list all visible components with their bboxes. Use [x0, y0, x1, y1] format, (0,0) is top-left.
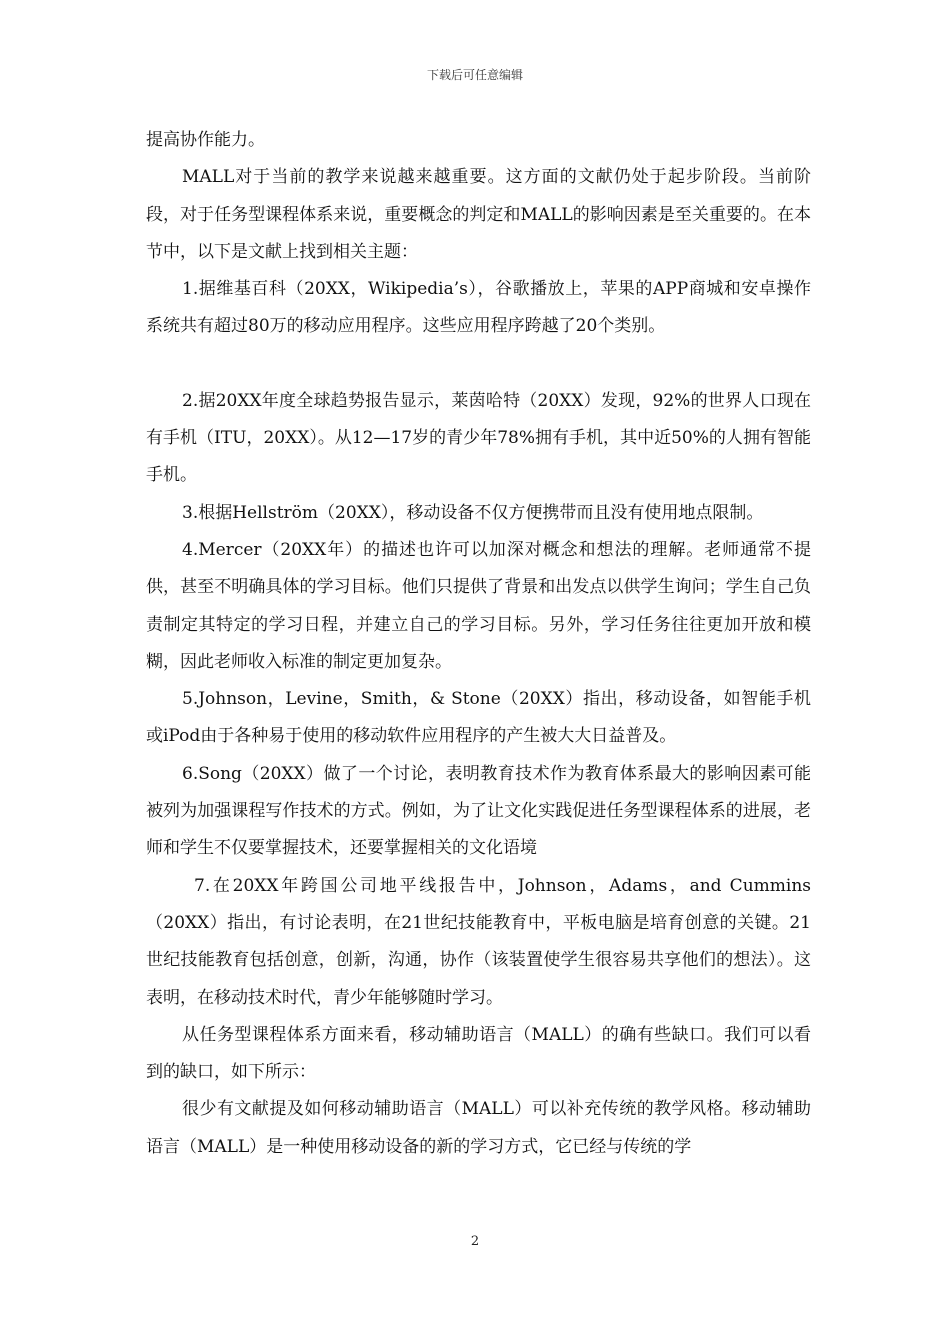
- list-item: 6.Song（20XX）做了一个讨论，表明教育技术作为教育体系最大的影响因素可能被列为加强课程写作技术的方式。例如，为了让文化实践促进任务型课程体系的进展，老师和学生不仅要掌握技术，还要掌握相关的文化语境: [146, 763, 811, 859]
- list-item: 4.Mercer（20XX年）的描述也许可以加深对概念和想法的理解。老师通常不提供，甚至不明确具体的学习目标。他们只提供了背景和出发点以供学生询问；学生自己负责制定其特定的学习日程，并建立自己的学习目标。另外，学习任务往往更加开放和模糊，因此老师收入标准的制定更加复杂。: [146, 539, 811, 672]
- paragraph: 提高协作能力。: [146, 130, 265, 150]
- document-body: [146, 122, 811, 1166]
- page-header: 下载后可任意编辑: [426, 68, 523, 82]
- paragraph: 很少有文献提及如何移动辅助语言（MALL）可以补充传统的教学风格。移动辅助语言（MALL）是一种使用移动设备的新的学习方式，它已经与传统的学: [146, 1099, 811, 1157]
- blank-line: [146, 346, 811, 383]
- list-item: 7.在20XX年跨国公司地平线报告中，Johnson，Adams，and Cummins（20XX）指出，有讨论表明，在21世纪技能教育中，平板电脑是培育创意的关键。21世纪技能教育包括创意，创新，沟通，协作（该装置使学生很容易共享他们的想法）。这表明，在移动技术时代，青少年能够随时学习。: [146, 875, 811, 1008]
- paragraph: 从任务型课程体系方面来看，移动辅助语言（MALL）的确有些缺口。我们可以看到的缺口，如下所示：: [146, 1024, 811, 1083]
- list-item: 1.据维基百科（20XX，Wikipedia’s），谷歌播放上，苹果的APP商城和安卓操作系统共有超过80万的移动应用程序。这些应用程序跨越了20个类别。: [146, 279, 811, 337]
- list-item: 5.Johnson，Levine，Smith，& Stone（20XX）指出，移动设备，如智能手机或iPod由于各种易于使用的移动软件应用程序的产生被大大日益普及。: [146, 689, 811, 747]
- page-number: 2: [470, 1234, 480, 1249]
- list-item: 3.根据Hellström（20XX），移动设备不仅方便携带而且没有使用地点限制。: [182, 502, 764, 523]
- list-item: 2.据20XX年度全球趋势报告显示，莱茵哈特（20XX）发现，92%的世界人口现在有手机（ITU，20XX）。从12—17岁的青少年78%拥有手机，其中近50%的人拥有智能手机。: [146, 390, 811, 486]
- paragraph: MALL对于当前的教学来说越来越重要。这方面的文献仍处于起步阶段。当前阶段，对于任务型课程体系来说，重要概念的判定和MALL的影响因素是至关重要的。在本节中，以下是文献上找到相关主题：: [146, 167, 811, 262]
